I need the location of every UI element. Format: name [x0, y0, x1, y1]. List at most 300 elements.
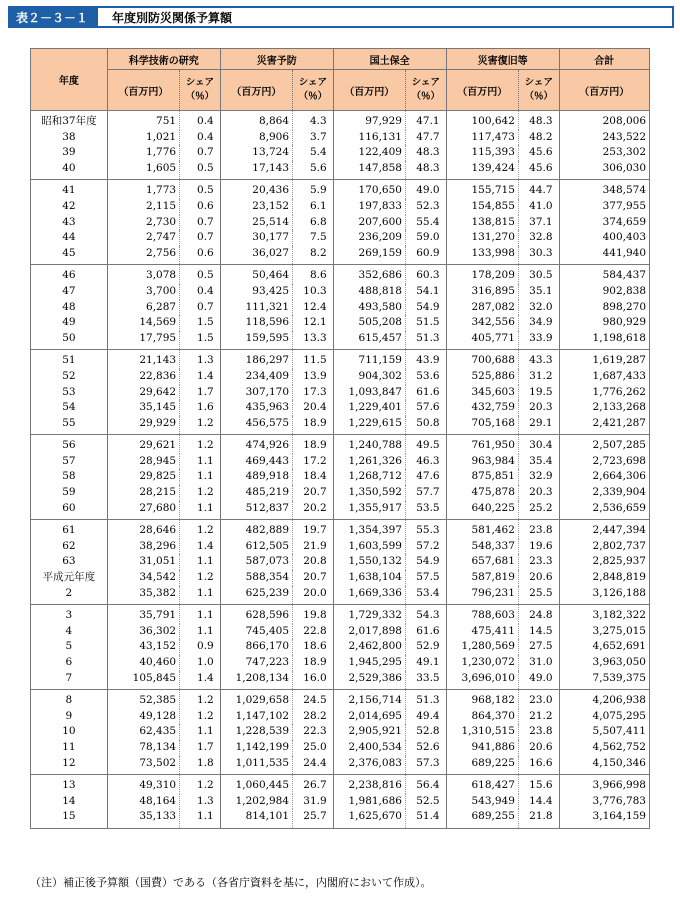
cell-prevention-value: 118,596 [220, 315, 292, 331]
table-row [31, 215, 650, 231]
table-row [31, 199, 650, 215]
cell-total-value: 584,437 [559, 265, 649, 284]
cell-recovery-share: 48.3 [518, 111, 559, 130]
cell-recovery-value: 475,411 [446, 624, 518, 640]
cell-land-share: 60.3 [405, 265, 446, 284]
cell-recovery-value: 875,851 [446, 469, 518, 485]
cell-prevention-share: 31.9 [293, 794, 334, 810]
cell-land-share: 50.8 [405, 416, 446, 435]
header-unit: （百万円） [220, 70, 292, 111]
cell-total-value: 902,838 [559, 284, 649, 300]
cell-total-value: 2,723,698 [559, 454, 649, 470]
table-row [31, 520, 650, 539]
cell-science-share: 1.1 [180, 809, 221, 828]
cell-land-share: 53.6 [405, 369, 446, 385]
cell-science-share: 1.3 [180, 350, 221, 369]
cell-year: 62 [31, 539, 108, 555]
header-share: シェア （％） [518, 70, 559, 111]
cell-prevention-value: 612,505 [220, 539, 292, 555]
header-group-recovery: 災害復旧等 [446, 49, 559, 70]
cell-year: 52 [31, 369, 108, 385]
cell-science-value: 1,776 [107, 145, 179, 161]
cell-prevention-value: 25,514 [220, 215, 292, 231]
cell-year: 58 [31, 469, 108, 485]
cell-prevention-share: 20.7 [293, 485, 334, 501]
table-title-bar [8, 6, 674, 28]
cell-prevention-share: 20.7 [293, 570, 334, 586]
cell-land-value: 2,238,816 [333, 775, 405, 794]
cell-science-value: 34,542 [107, 570, 179, 586]
cell-recovery-value: 287,082 [446, 300, 518, 316]
cell-year: 51 [31, 350, 108, 369]
cell-land-value: 122,409 [333, 145, 405, 161]
cell-land-share: 51.4 [405, 809, 446, 828]
cell-recovery-share: 45.6 [518, 161, 559, 180]
cell-land-share: 53.5 [405, 501, 446, 520]
cell-science-value: 38,296 [107, 539, 179, 555]
cell-science-value: 751 [107, 111, 179, 130]
cell-total-value: 980,929 [559, 315, 649, 331]
cell-recovery-value: 3,696,010 [446, 671, 518, 690]
cell-prevention-share: 25.7 [293, 809, 334, 828]
header-year: 年度 [31, 49, 108, 111]
cell-land-share: 49.1 [405, 655, 446, 671]
cell-recovery-share: 35.1 [518, 284, 559, 300]
cell-recovery-value: 761,950 [446, 435, 518, 454]
cell-science-share: 1.1 [180, 724, 221, 740]
cell-land-value: 1,603,599 [333, 539, 405, 555]
cell-year: 60 [31, 501, 108, 520]
cell-prevention-share: 20.0 [293, 586, 334, 605]
cell-recovery-share: 20.3 [518, 400, 559, 416]
cell-science-share: 0.6 [180, 246, 221, 265]
cell-year: 54 [31, 400, 108, 416]
cell-science-value: 78,134 [107, 740, 179, 756]
cell-prevention-value: 745,405 [220, 624, 292, 640]
cell-recovery-share: 21.8 [518, 809, 559, 828]
budget-table [30, 48, 650, 829]
cell-year: 59 [31, 485, 108, 501]
cell-recovery-value: 316,895 [446, 284, 518, 300]
cell-science-share: 1.1 [180, 624, 221, 640]
cell-science-value: 35,382 [107, 586, 179, 605]
table-row [31, 469, 650, 485]
header-share: シェア （％） [293, 70, 334, 111]
cell-land-share: 52.6 [405, 740, 446, 756]
cell-prevention-value: 1,060,445 [220, 775, 292, 794]
cell-recovery-value: 345,603 [446, 385, 518, 401]
cell-science-share: 0.7 [180, 145, 221, 161]
cell-science-share: 1.5 [180, 331, 221, 350]
cell-prevention-value: 587,073 [220, 554, 292, 570]
cell-year: 11 [31, 740, 108, 756]
cell-prevention-value: 588,354 [220, 570, 292, 586]
cell-prevention-share: 20.2 [293, 501, 334, 520]
cell-recovery-value: 1,280,569 [446, 639, 518, 655]
cell-science-share: 0.4 [180, 111, 221, 130]
table-number: 表２－３－１ [10, 8, 98, 26]
cell-science-value: 2,730 [107, 215, 179, 231]
cell-recovery-share: 45.6 [518, 145, 559, 161]
cell-prevention-share: 5.6 [293, 161, 334, 180]
cell-recovery-share: 24.8 [518, 605, 559, 624]
cell-science-value: 2,115 [107, 199, 179, 215]
table-row [31, 111, 650, 130]
cell-prevention-value: 17,143 [220, 161, 292, 180]
cell-recovery-share: 30.5 [518, 265, 559, 284]
cell-science-share: 1.2 [180, 709, 221, 725]
cell-prevention-value: 159,595 [220, 331, 292, 350]
cell-land-value: 615,457 [333, 331, 405, 350]
cell-recovery-value: 796,231 [446, 586, 518, 605]
cell-recovery-share: 41.0 [518, 199, 559, 215]
cell-recovery-value: 139,424 [446, 161, 518, 180]
table-row [31, 385, 650, 401]
cell-science-value: 35,133 [107, 809, 179, 828]
cell-total-value: 1,198,618 [559, 331, 649, 350]
cell-science-value: 31,051 [107, 554, 179, 570]
cell-land-share: 55.3 [405, 520, 446, 539]
cell-recovery-share: 30.3 [518, 246, 559, 265]
table-row [31, 740, 650, 756]
cell-science-share: 1.1 [180, 501, 221, 520]
cell-year: 63 [31, 554, 108, 570]
cell-recovery-share: 20.3 [518, 485, 559, 501]
cell-recovery-share: 32.9 [518, 469, 559, 485]
cell-land-share: 54.9 [405, 300, 446, 316]
cell-recovery-value: 587,819 [446, 570, 518, 586]
cell-science-share: 0.5 [180, 161, 221, 180]
cell-land-share: 57.7 [405, 485, 446, 501]
cell-recovery-share: 31.2 [518, 369, 559, 385]
header-group-science: 科学技術の研究 [107, 49, 220, 70]
cell-land-value: 1,638,104 [333, 570, 405, 586]
cell-recovery-share: 35.4 [518, 454, 559, 470]
cell-land-value: 1,354,397 [333, 520, 405, 539]
cell-land-share: 56.4 [405, 775, 446, 794]
cell-land-value: 2,017,898 [333, 624, 405, 640]
cell-total-value: 2,133,268 [559, 400, 649, 416]
cell-recovery-value: 133,998 [446, 246, 518, 265]
header-group-total: 合計 [559, 49, 649, 70]
cell-prevention-share: 3.7 [293, 130, 334, 146]
table-row [31, 724, 650, 740]
cell-science-share: 1.2 [180, 435, 221, 454]
cell-science-value: 29,929 [107, 416, 179, 435]
footnote: （注）補正後予算額（国費）である（各省庁資料を基に，内閣府において作成）。 [30, 876, 432, 889]
cell-recovery-share: 33.9 [518, 331, 559, 350]
cell-year: 55 [31, 416, 108, 435]
cell-land-share: 54.3 [405, 605, 446, 624]
cell-year: 42 [31, 199, 108, 215]
cell-recovery-value: 432,759 [446, 400, 518, 416]
cell-land-share: 49.0 [405, 180, 446, 199]
cell-total-value: 208,006 [559, 111, 649, 130]
cell-prevention-share: 20.8 [293, 554, 334, 570]
cell-land-value: 2,529,386 [333, 671, 405, 690]
cell-prevention-share: 28.2 [293, 709, 334, 725]
cell-prevention-value: 474,926 [220, 435, 292, 454]
cell-science-share: 0.4 [180, 284, 221, 300]
cell-recovery-value: 618,427 [446, 775, 518, 794]
cell-science-share: 0.9 [180, 639, 221, 655]
cell-science-value: 36,302 [107, 624, 179, 640]
cell-land-value: 236,209 [333, 230, 405, 246]
cell-prevention-value: 1,011,535 [220, 756, 292, 775]
header-share: シェア （％） [180, 70, 221, 111]
cell-recovery-share: 19.5 [518, 385, 559, 401]
cell-total-value: 2,447,394 [559, 520, 649, 539]
cell-land-value: 2,905,921 [333, 724, 405, 740]
cell-recovery-value: 154,855 [446, 199, 518, 215]
cell-prevention-value: 36,027 [220, 246, 292, 265]
cell-land-value: 505,208 [333, 315, 405, 331]
cell-recovery-value: 640,225 [446, 501, 518, 520]
cell-land-share: 43.9 [405, 350, 446, 369]
cell-total-value: 306,030 [559, 161, 649, 180]
cell-total-value: 243,522 [559, 130, 649, 146]
cell-science-share: 0.7 [180, 300, 221, 316]
table-row [31, 756, 650, 775]
cell-year: 45 [31, 246, 108, 265]
cell-land-share: 54.1 [405, 284, 446, 300]
header-group-prevention: 災害予防 [220, 49, 333, 70]
cell-recovery-value: 475,878 [446, 485, 518, 501]
cell-prevention-share: 20.4 [293, 400, 334, 416]
table-row [31, 586, 650, 605]
cell-land-share: 47.1 [405, 111, 446, 130]
cell-recovery-share: 23.8 [518, 520, 559, 539]
cell-science-share: 1.4 [180, 671, 221, 690]
cell-land-share: 51.5 [405, 315, 446, 331]
cell-year: 12 [31, 756, 108, 775]
cell-recovery-value: 525,886 [446, 369, 518, 385]
cell-year: 41 [31, 180, 108, 199]
cell-science-share: 1.2 [180, 690, 221, 709]
header-unit: （百万円） [559, 70, 649, 111]
cell-science-share: 0.5 [180, 265, 221, 284]
cell-total-value: 7,539,375 [559, 671, 649, 690]
cell-science-share: 0.7 [180, 215, 221, 231]
cell-land-share: 57.5 [405, 570, 446, 586]
cell-science-value: 28,945 [107, 454, 179, 470]
table-row [31, 400, 650, 416]
cell-science-share: 1.2 [180, 775, 221, 794]
cell-science-share: 1.2 [180, 416, 221, 435]
cell-year: 2 [31, 586, 108, 605]
cell-total-value: 2,664,306 [559, 469, 649, 485]
cell-prevention-share: 18.6 [293, 639, 334, 655]
cell-prevention-value: 186,297 [220, 350, 292, 369]
cell-land-value: 1,669,336 [333, 586, 405, 605]
cell-recovery-value: 100,642 [446, 111, 518, 130]
cell-year: 40 [31, 161, 108, 180]
cell-total-value: 2,802,737 [559, 539, 649, 555]
cell-recovery-value: 1,230,072 [446, 655, 518, 671]
cell-prevention-share: 22.3 [293, 724, 334, 740]
table-row [31, 350, 650, 369]
cell-recovery-value: 178,209 [446, 265, 518, 284]
cell-prevention-share: 21.9 [293, 539, 334, 555]
cell-recovery-value: 543,949 [446, 794, 518, 810]
cell-science-value: 62,435 [107, 724, 179, 740]
table-row [31, 315, 650, 331]
cell-prevention-share: 25.0 [293, 740, 334, 756]
cell-recovery-share: 29.1 [518, 416, 559, 435]
cell-year: 44 [31, 230, 108, 246]
cell-land-value: 147,858 [333, 161, 405, 180]
cell-land-share: 48.3 [405, 161, 446, 180]
cell-prevention-share: 16.0 [293, 671, 334, 690]
cell-year: 昭和37年度 [31, 111, 108, 130]
cell-science-value: 35,791 [107, 605, 179, 624]
cell-total-value: 4,150,346 [559, 756, 649, 775]
cell-prevention-value: 625,239 [220, 586, 292, 605]
cell-prevention-share: 5.9 [293, 180, 334, 199]
table-row [31, 539, 650, 555]
cell-year: 14 [31, 794, 108, 810]
cell-science-share: 1.6 [180, 400, 221, 416]
cell-year: 7 [31, 671, 108, 690]
table-row [31, 416, 650, 435]
cell-science-value: 2,756 [107, 246, 179, 265]
cell-recovery-value: 941,886 [446, 740, 518, 756]
cell-land-value: 1,729,332 [333, 605, 405, 624]
cell-total-value: 3,164,159 [559, 809, 649, 828]
cell-land-share: 53.4 [405, 586, 446, 605]
cell-land-value: 1,550,132 [333, 554, 405, 570]
cell-prevention-value: 13,724 [220, 145, 292, 161]
table-row [31, 605, 650, 624]
cell-prevention-value: 1,147,102 [220, 709, 292, 725]
cell-science-value: 48,164 [107, 794, 179, 810]
cell-year: 43 [31, 215, 108, 231]
table-row [31, 775, 650, 794]
cell-prevention-share: 24.5 [293, 690, 334, 709]
table-row [31, 435, 650, 454]
cell-prevention-value: 23,152 [220, 199, 292, 215]
table-row [31, 809, 650, 828]
cell-prevention-share: 7.5 [293, 230, 334, 246]
cell-total-value: 2,825,937 [559, 554, 649, 570]
cell-land-share: 52.5 [405, 794, 446, 810]
cell-land-value: 1,229,401 [333, 400, 405, 416]
cell-prevention-value: 1,202,984 [220, 794, 292, 810]
cell-prevention-value: 50,464 [220, 265, 292, 284]
cell-recovery-share: 14.5 [518, 624, 559, 640]
cell-science-value: 14,569 [107, 315, 179, 331]
cell-year: 平成元年度 [31, 570, 108, 586]
table-title: 年度別防災関係予算額 [112, 10, 233, 25]
header-share: シェア （％） [405, 70, 446, 111]
table-body [31, 111, 650, 829]
cell-science-value: 28,646 [107, 520, 179, 539]
cell-prevention-value: 30,177 [220, 230, 292, 246]
cell-total-value: 253,302 [559, 145, 649, 161]
cell-year: 5 [31, 639, 108, 655]
cell-prevention-value: 93,425 [220, 284, 292, 300]
cell-prevention-value: 512,837 [220, 501, 292, 520]
cell-year: 48 [31, 300, 108, 316]
cell-recovery-value: 968,182 [446, 690, 518, 709]
cell-recovery-share: 37.1 [518, 215, 559, 231]
table-row [31, 655, 650, 671]
cell-science-value: 52,385 [107, 690, 179, 709]
cell-land-value: 1,981,686 [333, 794, 405, 810]
cell-total-value: 1,687,433 [559, 369, 649, 385]
cell-science-value: 40,460 [107, 655, 179, 671]
cell-land-value: 1,240,788 [333, 435, 405, 454]
cell-year: 39 [31, 145, 108, 161]
cell-total-value: 3,182,322 [559, 605, 649, 624]
table-row [31, 300, 650, 316]
cell-total-value: 3,963,050 [559, 655, 649, 671]
cell-prevention-value: 8,864 [220, 111, 292, 130]
cell-prevention-value: 866,170 [220, 639, 292, 655]
table-row [31, 794, 650, 810]
cell-science-value: 21,143 [107, 350, 179, 369]
cell-science-share: 0.4 [180, 130, 221, 146]
cell-land-value: 170,650 [333, 180, 405, 199]
table-row [31, 485, 650, 501]
cell-recovery-share: 20.6 [518, 740, 559, 756]
cell-recovery-value: 705,168 [446, 416, 518, 435]
cell-recovery-share: 25.2 [518, 501, 559, 520]
table-row [31, 331, 650, 350]
cell-total-value: 5,507,411 [559, 724, 649, 740]
cell-total-value: 2,421,287 [559, 416, 649, 435]
cell-prevention-share: 13.3 [293, 331, 334, 350]
cell-science-value: 73,502 [107, 756, 179, 775]
table-row [31, 369, 650, 385]
cell-prevention-share: 5.4 [293, 145, 334, 161]
cell-science-share: 1.2 [180, 485, 221, 501]
table-row [31, 284, 650, 300]
cell-total-value: 4,206,938 [559, 690, 649, 709]
cell-prevention-share: 8.6 [293, 265, 334, 284]
cell-science-share: 1.5 [180, 315, 221, 331]
cell-land-value: 2,156,714 [333, 690, 405, 709]
cell-recovery-share: 21.2 [518, 709, 559, 725]
cell-land-value: 711,159 [333, 350, 405, 369]
cell-land-share: 51.3 [405, 331, 446, 350]
cell-prevention-share: 18.4 [293, 469, 334, 485]
cell-prevention-value: 1,208,134 [220, 671, 292, 690]
cell-prevention-value: 307,170 [220, 385, 292, 401]
cell-prevention-value: 1,142,199 [220, 740, 292, 756]
cell-science-share: 0.6 [180, 199, 221, 215]
cell-science-value: 17,795 [107, 331, 179, 350]
cell-prevention-share: 19.8 [293, 605, 334, 624]
cell-year: 47 [31, 284, 108, 300]
cell-recovery-value: 117,473 [446, 130, 518, 146]
header-unit: （百万円） [446, 70, 518, 111]
table-row [31, 130, 650, 146]
cell-prevention-share: 18.9 [293, 416, 334, 435]
cell-science-share: 1.2 [180, 520, 221, 539]
cell-science-share: 1.1 [180, 469, 221, 485]
table-row [31, 230, 650, 246]
table-row [31, 161, 650, 180]
cell-science-value: 43,152 [107, 639, 179, 655]
cell-prevention-share: 17.2 [293, 454, 334, 470]
cell-recovery-share: 30.4 [518, 435, 559, 454]
header-group-land-conservation: 国土保全 [333, 49, 446, 70]
table-row [31, 180, 650, 199]
cell-prevention-value: 1,029,658 [220, 690, 292, 709]
cell-prevention-share: 22.8 [293, 624, 334, 640]
cell-science-value: 1,605 [107, 161, 179, 180]
